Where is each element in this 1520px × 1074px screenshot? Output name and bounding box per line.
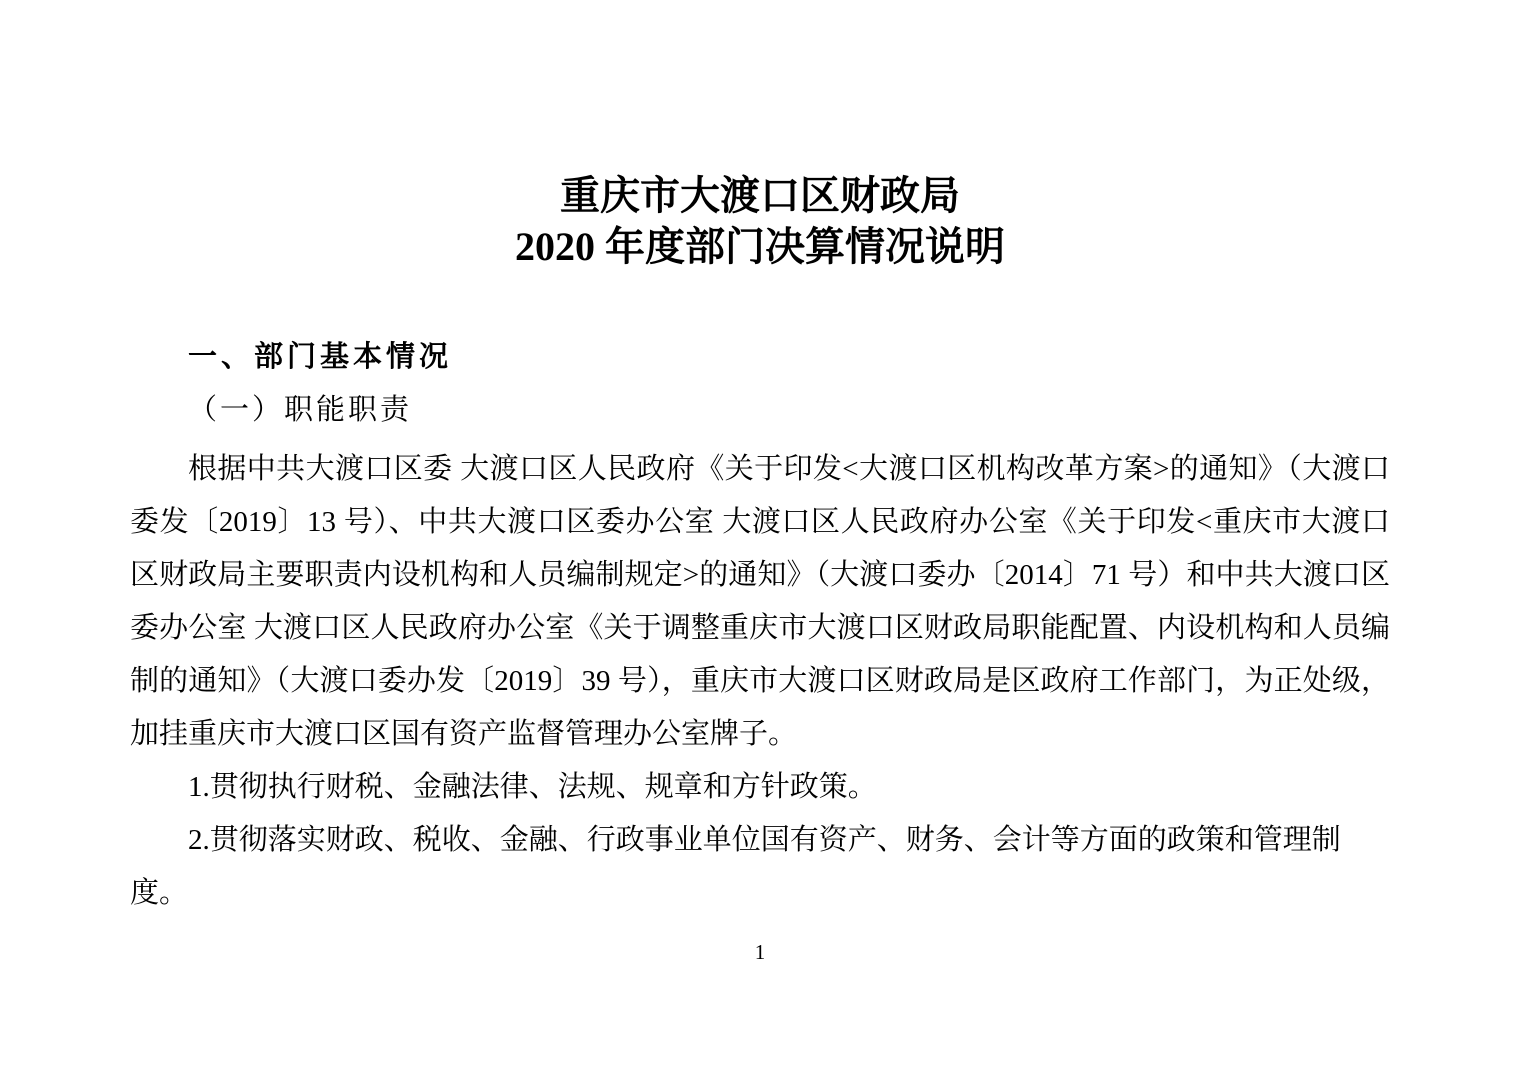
section-heading-basic-situation: 一、部门基本情况 (188, 341, 453, 373)
paragraph-duty-2: 2.贯彻落实财政、税收、金融、行政事业单位国有资产、财务、会计等方面的政策和管理制度。 (130, 824, 1341, 909)
paragraph-duty-1: 1.贯彻执行财税、金融法律、法规、规章和方针政策。 (188, 771, 877, 803)
document-title-line-2: 2020 年度部门决算情况说明 (515, 224, 1005, 269)
document-title (130, 170, 1390, 272)
document-content (130, 0, 1390, 920)
paragraph-basis: 根据中共大渡口区委 大渡口区人民政府《关于印发<大渡口区机构改革方案>的通知》（大渡口委发〔2019〕13 号）、中共大渡口区委办公室 大渡口区人民政府办公室《关于印发<重庆市大渡口区财政局主要职责内设机构和人员编制规定>的通知》（大渡口委办〔2014〕71 号）和中共大渡口区委办公室 大渡口区人民政府办公室《关于调整重庆市大渡口区财政局职能配置、内设机构和人员编制的通知》（大渡口委办发〔2019〕39 号），重庆市大渡口区财政局是区政府工作部门，为正处级，加挂重庆市大渡口区国有资产监督管理办公室牌子。 (130, 453, 1390, 750)
page-number: 1 (754, 940, 766, 964)
subsection-heading-duties: （一）职能职责 (188, 394, 413, 426)
document-title-line-1: 重庆市大渡口区财政局 (560, 173, 960, 218)
